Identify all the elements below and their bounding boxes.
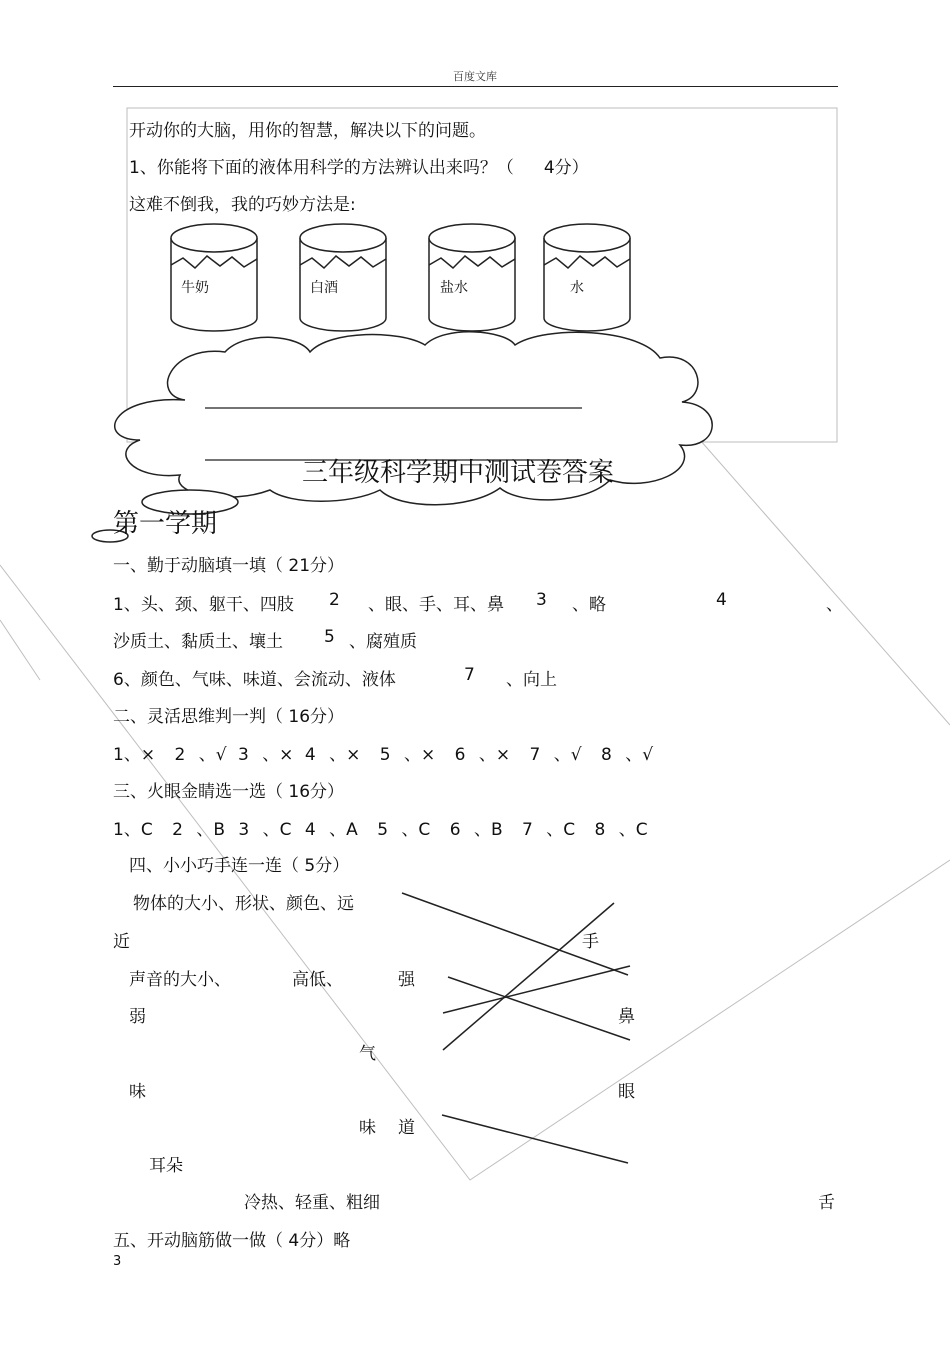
header-site-name: 百度文库 xyxy=(453,70,497,83)
match-right-tongue: 舌 xyxy=(818,1193,835,1213)
match-line-3 xyxy=(443,966,630,1013)
s1-row2-a: 沙质土、黏质土、壤土 xyxy=(113,632,283,652)
s1-row2-b: 、腐殖质 xyxy=(349,632,417,652)
match-left-d1: 味 xyxy=(359,1118,376,1138)
s2-a7: 、√ xyxy=(553,745,582,765)
s1-row1-a: 1、头、颈、躯干、四肢 xyxy=(113,595,294,615)
s3-a7: 、C xyxy=(546,820,576,840)
s2-a8: 、√ xyxy=(625,745,654,765)
match-left-a2: 近 xyxy=(113,932,130,952)
s2-answers xyxy=(113,740,653,765)
section-4-heading: 四、小小巧手连一连（ 5分） xyxy=(129,856,350,876)
s1-row1-num4: 4 xyxy=(716,590,727,610)
puzzle-question-1-text: 1、你能将下面的液体用科学的方法辨认出来吗？（ xyxy=(129,158,514,178)
s1-row1-num3: 3 xyxy=(536,590,547,610)
puzzle-method: 这难不倒我，我的巧妙方法是: xyxy=(129,195,356,215)
match-left-a1: 物体的大小、形状、颜色、远 xyxy=(133,894,354,914)
match-left-b3: 强 xyxy=(398,970,415,990)
s3-n2: 2 xyxy=(172,820,183,840)
section-1-heading: 一、勤于动脑填一填（ 21分） xyxy=(113,556,345,576)
match-left-c2: 味 xyxy=(129,1082,146,1102)
s1-row3-a: 6、颜色、气味、味道、会流动、液体 xyxy=(113,670,396,690)
s3-n6: 6 xyxy=(449,820,461,840)
s3-a5: 、C xyxy=(401,820,431,840)
puzzle-question-1-score: 4分） xyxy=(543,158,589,178)
s2-n4: 4 xyxy=(304,745,316,765)
match-left-b2: 高低、 xyxy=(292,970,343,990)
match-right-nose: 鼻 xyxy=(618,1007,635,1027)
document-title: 三年级科学期中测试卷答案 xyxy=(302,458,615,488)
match-right-hand: 手 xyxy=(582,932,599,952)
s1-row2-num5: 5 xyxy=(324,627,335,647)
match-left-c1: 气 xyxy=(359,1044,376,1064)
s3-n7: 7 xyxy=(522,820,533,840)
s2-a1: 1、× xyxy=(113,745,156,765)
rotated-page-edge-upper xyxy=(700,440,950,725)
page-number: 3 xyxy=(113,1254,122,1269)
section-2-heading: 二、灵活思维判一判（ 16分） xyxy=(113,707,345,727)
s1-row1-b: 、眼、手、耳、鼻 xyxy=(368,595,504,615)
cup-water xyxy=(544,224,630,331)
s3-n4: 4 xyxy=(304,820,316,840)
s2-n6: 6 xyxy=(454,745,466,765)
s2-n3: 3 xyxy=(237,745,249,765)
section-3-heading: 三、火眼金睛选一选（ 16分） xyxy=(113,782,345,802)
s2-a2: 、√ xyxy=(198,745,227,765)
s3-a1: 1、C xyxy=(113,820,153,840)
s3-n8: 8 xyxy=(594,820,606,840)
s2-a4: 、× xyxy=(329,745,361,765)
s2-n5: 5 xyxy=(379,745,391,765)
puzzle-intro: 开动你的大脑，用你的智慧，解决以下的问题。 xyxy=(129,121,486,141)
s3-a8: 、C xyxy=(618,820,648,840)
match-left-b1: 声音的大小、 xyxy=(129,970,231,990)
s1-row3-num7: 7 xyxy=(464,665,475,685)
s3-a4: 、A xyxy=(329,820,358,840)
s2-n2: 2 xyxy=(174,745,186,765)
s3-n5: 5 xyxy=(377,820,389,840)
match-left-d2: 道 xyxy=(398,1118,415,1138)
match-right-eye: 眼 xyxy=(618,1082,635,1102)
s2-a5: 、× xyxy=(403,745,436,765)
match-line-4 xyxy=(448,977,630,1040)
match-left-e1: 耳朵 xyxy=(149,1156,183,1176)
semester-label: 第一学期 xyxy=(113,509,218,539)
s2-n8: 8 xyxy=(601,745,612,765)
match-left-b4: 弱 xyxy=(129,1007,146,1027)
s1-row1-d: 、 xyxy=(826,595,843,615)
cups xyxy=(171,224,630,331)
s3-a2: 、B xyxy=(196,820,225,840)
match-line-5 xyxy=(442,1115,628,1163)
cup-label-liquor: 白酒 xyxy=(310,280,338,296)
cup-label-milk: 牛奶 xyxy=(181,280,209,296)
cup-label-water: 水 xyxy=(570,280,584,296)
header-rule xyxy=(113,86,838,87)
rotated-page-edge-left xyxy=(0,620,40,680)
s1-row1-c: 、略 xyxy=(572,595,606,615)
s3-a6: 、B xyxy=(473,820,503,840)
s2-a3: 、× xyxy=(262,745,294,765)
s1-row1-num2: 2 xyxy=(329,590,340,610)
s2-n7: 7 xyxy=(529,745,541,765)
s2-a6: 、× xyxy=(478,745,511,765)
s3-a3: 、C xyxy=(262,820,292,840)
s3-answers xyxy=(113,815,648,840)
puzzle-question-1 xyxy=(129,153,589,178)
match-left-f1: 冷热、轻重、粗细 xyxy=(244,1193,380,1213)
cup-label-saltwater: 盐水 xyxy=(440,280,468,296)
s1-row3-b: 、向上 xyxy=(506,670,557,690)
section-5-heading: 五、开动脑筋做一做（ 4分）略 xyxy=(113,1231,351,1251)
s3-n3: 3 xyxy=(238,820,250,840)
